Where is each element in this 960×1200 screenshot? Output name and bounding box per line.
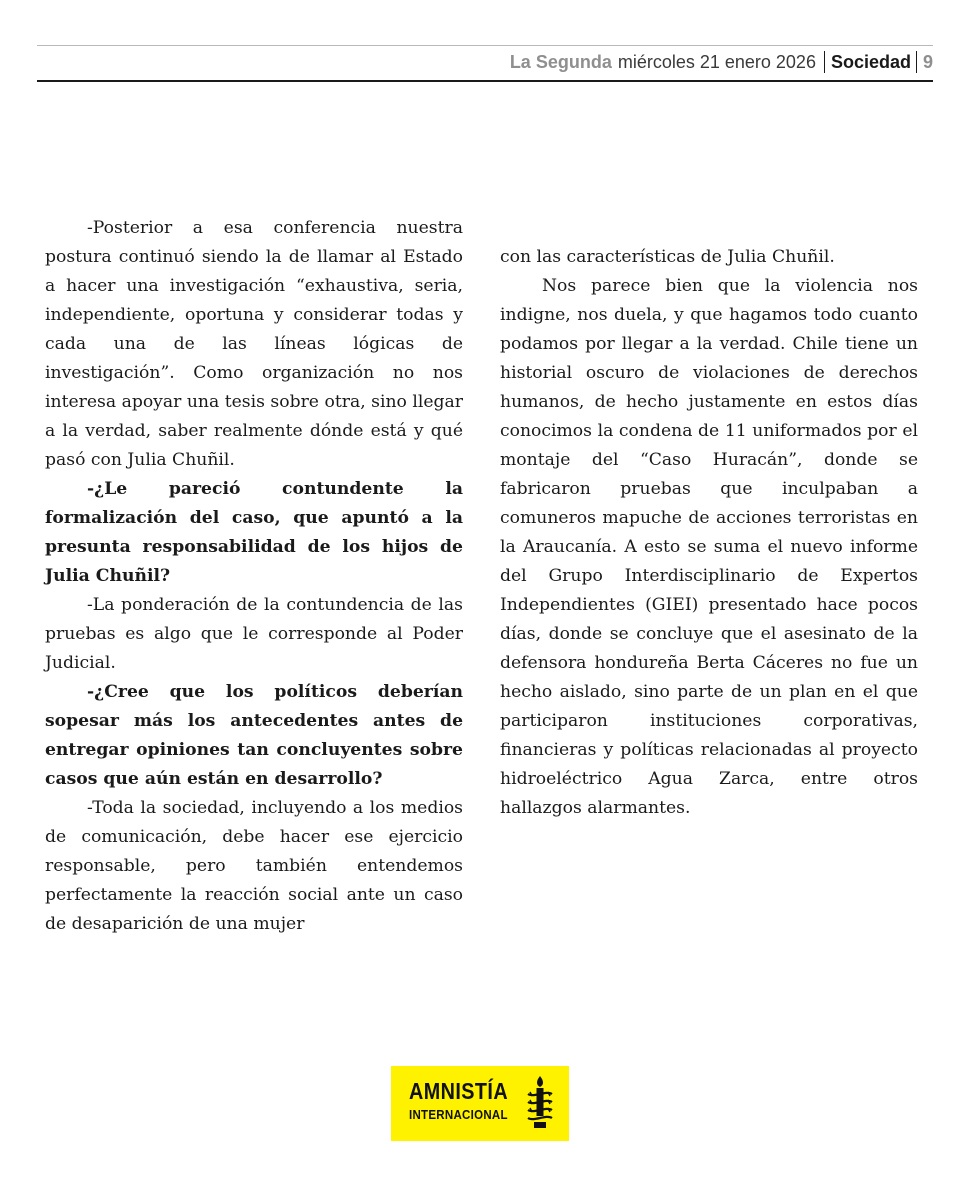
article-column-right: [500, 243, 918, 823]
header-rule-top: [37, 45, 933, 46]
section-name: Sociedad: [830, 51, 911, 72]
candle-barbed-wire-icon: [523, 1074, 557, 1132]
answer-paragraph: -La ponderación de la contundencia de las pruebas es algo que le corresponde al Poder Judicial.: [45, 595, 463, 673]
answer-paragraph: -Toda la sociedad, incluyendo a los medios de comunicación, debe hacer ese ejercicio responsable, pero también entendemos perfectamente la reacción social ante un caso de desaparición de una mujer: [45, 798, 463, 934]
continuation-paragraph: con las características de Julia Chuñil.: [500, 247, 835, 267]
question-paragraph: -¿Cree que los políticos deberían sopesar más los antecedentes antes de entregar opiniones tan concluyentes sobre casos que aún están en desarrollo?: [45, 682, 463, 789]
logo-line-1: AMNISTÍA: [409, 1078, 509, 1104]
amnesty-logo: [391, 1066, 569, 1141]
answer-paragraph: Nos parece bien que la violencia nos indigne, nos duela, y que hagamos todo cuanto podamos por llegar a la verdad. Chile tiene un historial oscuro de violaciones de derechos humanos, de hecho justamente en estos días conocimos la condena de 11 uniformados por el montaje del “Caso Huracán”, donde se fabricaron pruebas que inculpaban a comuneros mapuche de acciones terroristas en la Araucanía. A esto se suma el nuevo informe del Grupo Interdisciplinario de Expertos Independientes (GIEI) presentado hace pocos días, donde se concluye que el asesinato de la defensora hondureña Berta Cáceres no fue un hecho aislado, sino parte de un plan en el que participaron instituciones corporativas, financieras y políticas relacionadas al proyecto hidroeléctrico Agua Zarca, entre otros hallazgos alarmantes.: [500, 276, 918, 818]
question-paragraph: -¿Le pareció contundente la formalización del caso, que apuntó a la presunta responsabilidad de los hijos de Julia Chuñil?: [45, 479, 463, 586]
issue-date: miércoles 21 enero 2026: [617, 51, 816, 72]
page-number: 9: [922, 51, 933, 72]
newspaper-name: La Segunda: [509, 51, 612, 72]
logo-line-2: INTERNACIONAL: [409, 1108, 508, 1122]
header-rule-bottom: [37, 80, 933, 82]
masthead-divider: [824, 51, 825, 73]
masthead: [510, 50, 933, 74]
answer-paragraph: -Posterior a esa conferencia nuestra postura continuó siendo la de llamar al Estado a hacer una investigación “exhaustiva, seria, independiente, oportuna y considerar todas y cada una de las líneas lógicas de investigación”. Como organización no nos interesa apoyar una tesis sobre otra, sino llegar a la verdad, saber realmente dónde está y qué pasó con Julia Chuñil.: [45, 218, 463, 470]
article-column-left: [45, 214, 463, 939]
masthead-divider: [916, 51, 917, 73]
